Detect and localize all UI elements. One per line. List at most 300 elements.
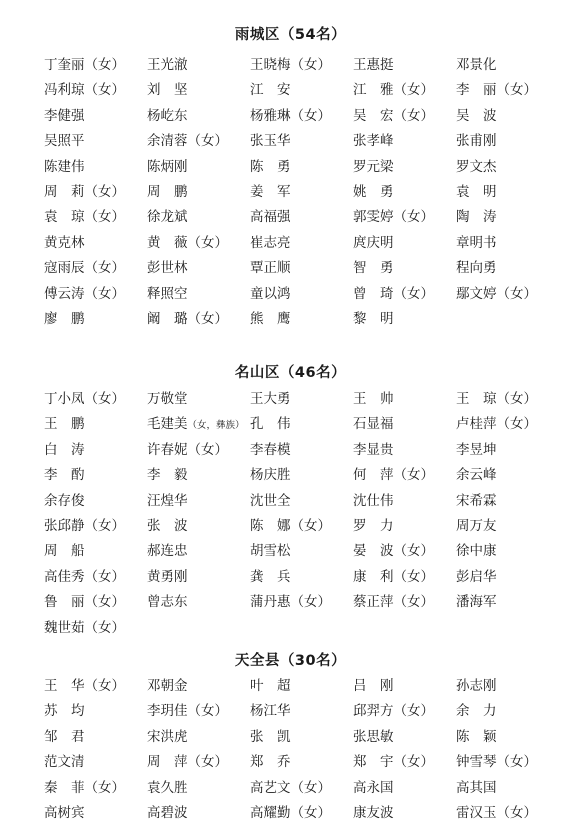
name-entry [353,282,456,307]
name-entry [44,565,147,590]
name-entry [147,776,250,801]
name-entry [456,539,564,564]
person-name: 康友波 [353,804,394,821]
gender-note: （女） [393,107,434,124]
gender-note: （女） [496,804,537,821]
person-name: 沈世全 [250,492,291,509]
person-name: 崔志亮 [250,234,291,251]
person-name: 陈建伟 [44,158,85,175]
person-name: 张甫刚 [456,133,497,150]
gender-note: （女） [393,703,434,720]
name-entry [456,438,564,463]
person-name: 晏 波 [353,543,394,560]
person-name: 毛建美 [147,416,188,433]
name-entry [456,256,564,281]
person-name: 潘海军 [456,594,497,611]
name-entry [147,750,250,775]
name-entry [353,256,456,281]
name-entry [456,53,564,78]
gender-note: （女） [187,133,228,150]
person-name: 王 帅 [353,391,394,407]
name-entry [456,725,564,750]
gender-note: （女） [84,209,125,226]
name-entry [250,155,353,180]
person-name: 陈 娜 [250,517,291,534]
person-name: 杨庆胜 [250,467,291,484]
person-name: 孔 伟 [250,416,291,433]
person-name: 袁久胜 [147,779,188,796]
name-entry [353,438,456,463]
person-name: 黄勇刚 [147,568,188,585]
name-entry [353,725,456,750]
name-entry [147,699,250,724]
person-name: 叶 超 [250,678,291,694]
person-name: 徐龙斌 [147,209,188,226]
person-name: 余存俊 [44,492,85,509]
name-entry [44,750,147,775]
name-entry [456,78,564,103]
gender-note: （女） [290,57,331,73]
person-name: 高碧波 [147,804,188,821]
name-entry [456,231,564,256]
name-entry [44,104,147,129]
gender-note: （女） [290,107,331,124]
person-name: 白 涛 [44,441,85,458]
person-name: 江 安 [250,82,291,99]
name-entry [147,514,250,539]
person-name: 丁奎丽 [44,57,85,73]
name-entry [353,463,456,488]
person-name: 吴 波 [456,107,497,124]
name-entry [44,463,147,488]
gender-note: （女） [393,285,434,302]
section-title: 名山区（46名） [234,365,347,381]
person-name: 章明书 [456,234,497,251]
name-entry [353,699,456,724]
person-name: 邱羿方 [353,703,394,720]
person-name: 鲁 丽 [44,594,85,611]
person-name: 郭雯婷 [353,209,394,226]
person-name: 许春妮 [147,441,188,458]
gender-note: （女） [84,619,125,636]
gender-note: （女） [393,467,434,484]
name-entry [456,565,564,590]
person-name: 杨雅琳 [250,107,291,124]
name-entry [44,53,147,78]
person-name: 袁 明 [456,183,497,200]
person-name: 李 丽 [456,82,497,99]
person-name: 曾 琦 [353,285,394,302]
name-entry [44,129,147,154]
person-name: 石显福 [353,416,394,433]
person-name: 徐中康 [456,543,497,560]
person-name: 庹庆明 [353,234,394,251]
name-entry [147,180,250,205]
gender-note: （女） [393,82,434,99]
person-name: 余 力 [456,703,497,720]
person-name: 李 酌 [44,467,85,484]
name-entry [353,231,456,256]
person-name: 高耀勤 [250,804,291,821]
gender-note: （女） [84,183,125,200]
person-name: 郑 宇 [353,754,394,771]
person-name: 胡雪松 [250,543,291,560]
person-name: 周万友 [456,517,497,534]
person-name: 廖 鹏 [44,310,85,327]
person-name: 张 波 [147,517,188,534]
person-name: 冯利琼 [44,82,85,99]
name-entry [250,387,353,412]
person-name: 陈 颖 [456,728,497,745]
name-entry [44,231,147,256]
person-name: 邹 君 [44,728,85,745]
person-name: 罗文杰 [456,158,497,175]
person-name: 王惠挺 [353,57,394,73]
person-name: 张孝峰 [353,133,394,150]
person-name: 杨江华 [250,703,291,720]
name-entry [44,699,147,724]
person-name: 丁小凤 [44,391,85,407]
person-name: 熊 鹰 [250,310,291,327]
name-grid [44,53,564,332]
gender-note: （女） [84,568,125,585]
person-name: 余清蓉 [147,133,188,150]
person-name: 姜 军 [250,183,291,200]
name-entry [44,801,147,826]
person-name: 邓朝金 [147,678,188,694]
name-entry [353,307,456,332]
person-name: 吕 刚 [353,678,394,694]
section-title: 天全县（30名） [234,653,347,669]
person-name: 姚 勇 [353,183,394,200]
name-entry [44,256,147,281]
person-name: 王光澈 [147,57,188,73]
person-name: 卢桂萍 [456,416,497,433]
name-entry [44,674,147,699]
name-entry [147,104,250,129]
person-name: 李 毅 [147,467,188,484]
gender-note: （女） [84,517,125,534]
name-grid [44,674,564,826]
name-entry [147,129,250,154]
name-entry [147,387,250,412]
name-entry [44,725,147,750]
person-name: 何 萍 [353,467,394,484]
name-entry [147,438,250,463]
name-entry [147,282,250,307]
person-name: 王 鹏 [44,416,85,433]
gender-note: （女） [496,285,537,302]
name-entry [250,776,353,801]
name-entry [44,282,147,307]
person-name: 周 莉 [44,183,85,200]
gender-note: （女） [496,391,537,407]
person-name: 阚 璐 [147,310,188,327]
person-name: 张思敏 [353,728,394,745]
name-entry [250,104,353,129]
gender-note: （女） [393,594,434,611]
gender-note: （女） [290,804,331,821]
name-entry [353,104,456,129]
person-name: 高其国 [456,779,497,796]
name-entry [250,590,353,615]
person-name: 王晓梅 [250,57,291,73]
name-entry [353,129,456,154]
gender-note: （女） [84,594,125,611]
person-name: 罗元梁 [353,158,394,175]
name-entry [147,725,250,750]
person-name: 覃正顺 [250,260,291,277]
name-entry [456,776,564,801]
person-name: 高树宾 [44,804,85,821]
name-entry [353,412,456,437]
name-entry [44,387,147,412]
name-entry [353,78,456,103]
name-entry [147,539,250,564]
name-entry [250,78,353,103]
person-name: 高福强 [250,209,291,226]
gender-note: （女） [187,754,228,771]
person-name: 蒲丹惠 [250,594,291,611]
person-name: 李玥佳 [147,703,188,720]
name-entry [353,590,456,615]
person-name: 江 雅 [353,82,394,99]
person-name: 余云峰 [456,467,497,484]
person-name: 傅云涛 [44,285,85,302]
name-entry [456,412,564,437]
gender-note: （女） [84,678,125,694]
name-entry [250,282,353,307]
gender-note: （女） [187,310,228,327]
gender-note: （女） [84,285,125,302]
name-entry [353,565,456,590]
name-entry [147,801,250,826]
person-name: 李昱坤 [456,441,497,458]
name-entry [147,674,250,699]
person-name: 程向勇 [456,260,497,277]
person-name: 智 勇 [353,260,394,277]
person-name: 寇雨辰 [44,260,85,277]
gender-note: （女） [187,703,228,720]
name-entry [353,180,456,205]
name-entry [147,256,250,281]
name-entry [147,489,250,514]
name-entry [456,514,564,539]
person-name: 雷汉玉 [456,804,497,821]
name-entry [250,256,353,281]
name-entry [44,205,147,230]
person-name: 宋洪虎 [147,728,188,745]
name-entry [147,155,250,180]
person-name: 汪煌华 [147,492,188,509]
name-entry [456,489,564,514]
gender-note: （女） [187,234,228,251]
person-name: 童以鸿 [250,285,291,302]
name-entry [456,674,564,699]
person-name: 孙志刚 [456,678,497,694]
name-entry [147,463,250,488]
person-name: 袁 琼 [44,209,85,226]
gender-note: （女） [290,779,331,796]
name-entry [250,699,353,724]
name-entry [250,750,353,775]
person-name: 黎 明 [353,310,394,327]
gender-note: （女） [290,517,331,534]
person-name: 陈炳刚 [147,158,188,175]
person-name: 彭世林 [147,260,188,277]
name-entry [353,387,456,412]
name-entry [147,231,250,256]
person-name: 高佳秀 [44,568,85,585]
person-name: 郑 乔 [250,754,291,771]
name-entry [44,514,147,539]
name-entry [250,307,353,332]
name-entry [353,155,456,180]
name-entry [44,438,147,463]
name-entry [456,129,564,154]
person-name: 康 利 [353,568,394,585]
name-entry [250,412,353,437]
name-entry [250,514,353,539]
name-entry [456,463,564,488]
person-name: 秦 菲 [44,779,85,796]
name-entry [353,776,456,801]
name-entry [250,565,353,590]
person-name: 释照空 [147,285,188,302]
name-entry [250,205,353,230]
name-entry [250,674,353,699]
name-entry [44,489,147,514]
gender-note: （女） [84,391,125,407]
person-name: 苏 均 [44,703,85,720]
person-name: 宋希霖 [456,492,497,509]
person-name: 王 华 [44,678,85,694]
name-entry [147,590,250,615]
name-entry [44,539,147,564]
name-entry [44,412,147,437]
gender-note: （女） [84,260,125,277]
person-name: 张 凯 [250,728,291,745]
name-entry [456,590,564,615]
name-entry [456,104,564,129]
name-entry [250,231,353,256]
person-name: 李显贵 [353,441,394,458]
name-entry [250,53,353,78]
name-entry [250,725,353,750]
name-entry [456,387,564,412]
name-entry [44,776,147,801]
name-entry [44,78,147,103]
name-entry [456,205,564,230]
name-entry [353,489,456,514]
gender-note: （女） [84,82,125,99]
person-name: 陈 勇 [250,158,291,175]
name-entry [353,674,456,699]
person-name: 郝连忠 [147,543,188,560]
person-name: 陶 涛 [456,209,497,226]
name-entry [250,438,353,463]
name-entry [456,282,564,307]
person-name: 周 萍 [147,754,188,771]
gender-note: （女） [393,543,434,560]
name-entry [250,180,353,205]
person-name: 鄢文婷 [456,285,497,302]
person-name: 吴照平 [44,133,85,150]
gender-note: （女） [84,57,125,73]
name-entry [456,699,564,724]
person-name: 张玉华 [250,133,291,150]
person-name: 李春模 [250,441,291,458]
person-name: 高永国 [353,779,394,796]
person-name: 周 船 [44,543,85,560]
person-name: 高艺文 [250,779,291,796]
person-name: 杨屹东 [147,107,188,124]
name-entry [147,78,250,103]
person-name: 邓景化 [456,57,497,73]
gender-note: （女） [496,82,537,99]
name-entry [353,750,456,775]
person-name: 李健强 [44,107,85,124]
name-entry [44,180,147,205]
gender-note: （女） [496,754,537,771]
name-entry [456,155,564,180]
name-entry [456,180,564,205]
name-entry [147,53,250,78]
person-name: 王 琼 [456,391,497,407]
gender-note: （女） [290,594,331,611]
name-grid [44,387,564,641]
name-entry [44,590,147,615]
name-entry [44,307,147,332]
person-name: 张邱静 [44,517,85,534]
name-entry [250,129,353,154]
person-name: 刘 坚 [147,82,188,99]
name-entry [353,801,456,826]
gender-note: （女） [393,209,434,226]
person-name: 吴 宏 [353,107,394,124]
person-name: 沈仕伟 [353,492,394,509]
gender-note: （女，彝族） [187,420,245,432]
name-entry [250,801,353,826]
name-entry [147,205,250,230]
name-entry [250,463,353,488]
name-entry [353,205,456,230]
person-name: 彭启华 [456,568,497,585]
gender-note: （女） [187,441,228,458]
person-name: 罗 力 [353,517,394,534]
name-entry [353,53,456,78]
person-name: 黄克林 [44,234,85,251]
gender-note: （女） [496,416,537,433]
gender-note: （女） [393,568,434,585]
person-name: 钟雪琴 [456,754,497,771]
name-entry [44,155,147,180]
name-entry [147,412,250,437]
name-entry [353,539,456,564]
name-entry [250,489,353,514]
name-entry [147,307,250,332]
section-title: 雨城区（54名） [234,27,347,43]
person-name: 曾志东 [147,594,188,611]
name-entry [456,750,564,775]
gender-note: （女） [393,754,434,771]
name-entry [456,801,564,826]
name-entry [353,514,456,539]
person-name: 龚 兵 [250,568,291,585]
person-name: 周 鹏 [147,183,188,200]
name-entry [147,565,250,590]
person-name: 黄 薇 [147,234,188,251]
